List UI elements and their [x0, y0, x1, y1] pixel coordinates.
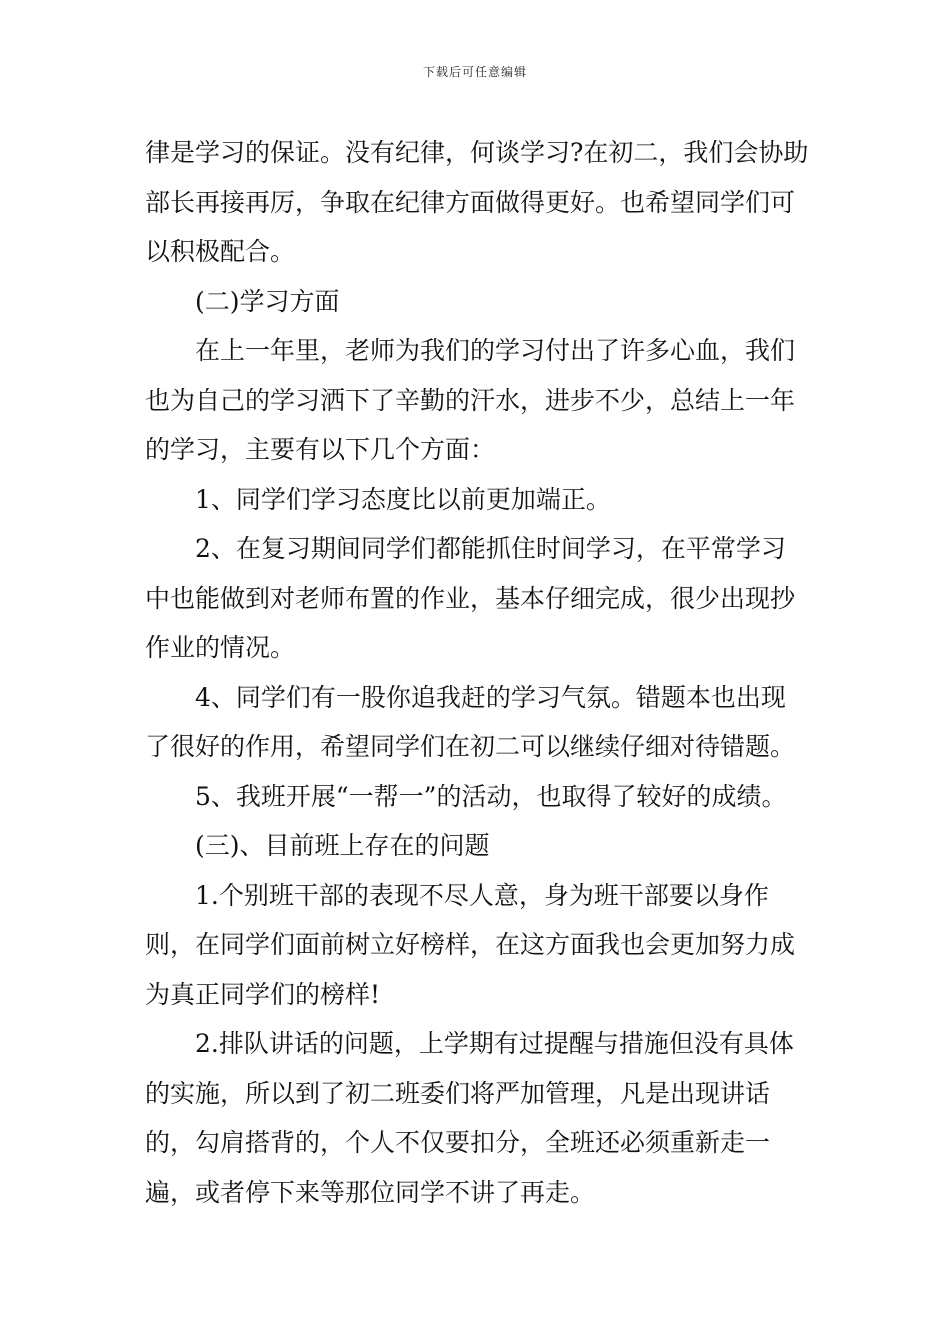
page-header: 下载后可任意编辑 — [422, 65, 527, 79]
section-heading-study: (二)学习方面 — [195, 286, 340, 316]
problem-item-2: 2.排队讲话的问题，上学期有过提醒与措施但没有具体的实施，所以到了初二班委们将严加管理，凡是出现讲话的，勾肩搭背的，个人不仅要扣分，全班还必须重新走一遍，或者停下来等那位同学不讲了再走。 — [145, 1029, 794, 1207]
paragraph-study-intro: 在上一年里，老师为我们的学习付出了许多心血，我们也为自己的学习洒下了辛勤的汗水，进步不少，总结上一年的学习，主要有以下几个方面： — [145, 336, 796, 464]
document-body — [145, 128, 810, 1217]
list-item-4: 4、同学们有一股你追我赶的学习气氛。错题本也出现了很好的作用，希望同学们在初二可以继续仔细对待错题。 — [145, 682, 796, 761]
paragraph-discipline: 律是学习的保证。没有纪律，何谈学习?在初二，我们会协助部长再接再厉，争取在纪律方面做得更好。也希望同学们可以积极配合。 — [145, 138, 809, 266]
problem-item-1: 1.个别班干部的表现不尽人意，身为班干部要以身作则，在同学们面前树立好榜样，在这方面我也会更加努力成为真正同学们的榜样! — [145, 880, 796, 1009]
list-item-1: 1、同学们学习态度比以前更加端正。 — [195, 484, 611, 514]
list-item-2: 2、在复习期间同学们都能抓住时间学习，在平常学习中也能做到对老师布置的作业，基本仔细完成，很少出现抄作业的情况。 — [145, 534, 796, 662]
section-heading-problems: (三)、目前班上存在的问题 — [195, 831, 490, 860]
list-item-5: 5、我班开展“一帮一”的活动，也取得了较好的成绩。 — [195, 781, 787, 811]
